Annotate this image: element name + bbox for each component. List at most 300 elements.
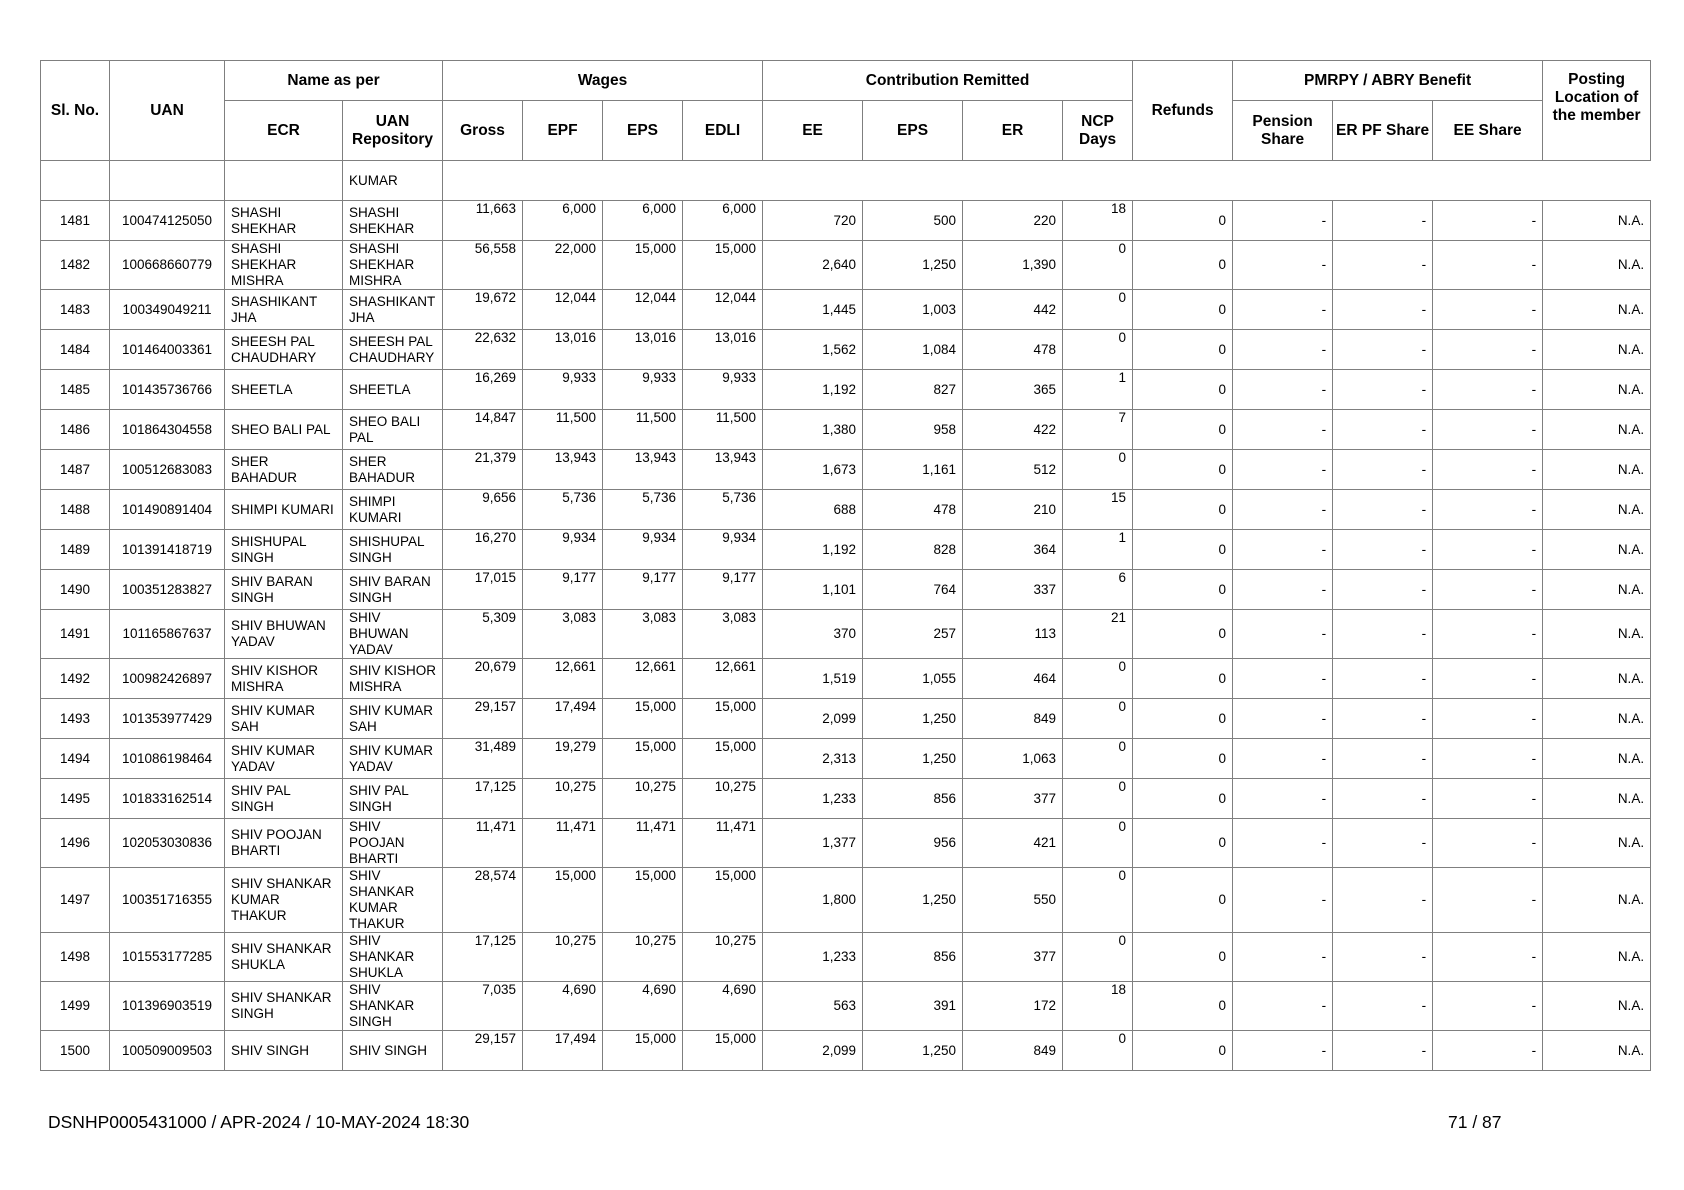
cell-wages-edli: 12,044 <box>683 290 763 330</box>
cell-ee-share: - <box>1433 739 1543 779</box>
cell-ee-share: - <box>1433 290 1543 330</box>
cell-pension-share: - <box>1233 739 1333 779</box>
cell-contribution-er: 1,390 <box>963 241 1063 290</box>
cell-name-ecr: SHIV KUMAR SAH <box>225 699 343 739</box>
cell-uan: 100509009503 <box>110 1031 225 1071</box>
cell-contribution-er: 478 <box>963 330 1063 370</box>
cell-name-uan-repository: SHIV KISHOR MISHRA <box>343 659 443 699</box>
cell-posting-location: N.A. <box>1543 201 1651 241</box>
cell-posting-location: N.A. <box>1543 450 1651 490</box>
cell-sl-no: 1483 <box>41 290 110 330</box>
cell-wages-eps: 13,943 <box>603 450 683 490</box>
cell-ee-share: - <box>1433 530 1543 570</box>
cell-er-pf-share: - <box>1333 779 1433 819</box>
header-row-sub <box>41 101 1651 161</box>
cell-ncp-days: 0 <box>1063 739 1133 779</box>
cell-name-ecr: SHIV SHANKAR KUMAR THAKUR <box>225 868 343 933</box>
cell-wages-eps: 12,044 <box>603 290 683 330</box>
cell-wages-gross: 31,489 <box>443 739 523 779</box>
cell-pension-share: - <box>1233 1031 1333 1071</box>
cell-er-pf-share: - <box>1333 370 1433 410</box>
cell-refunds: 0 <box>1133 1031 1233 1071</box>
cell-name-uan-repository: SHIV POOJAN BHARTI <box>343 819 443 868</box>
header-pension-share: Pension Share <box>1233 101 1333 161</box>
table-row <box>41 739 1651 779</box>
cell-refunds: 0 <box>1133 370 1233 410</box>
header-eps: EPS <box>603 101 683 161</box>
cell-er-pf-share: - <box>1333 699 1433 739</box>
cell-ee-share: - <box>1433 659 1543 699</box>
cell-uan: 100512683083 <box>110 450 225 490</box>
cell-contribution-eps: 958 <box>863 410 963 450</box>
cell-posting-location: N.A. <box>1543 933 1651 982</box>
cell-wages-eps: 11,500 <box>603 410 683 450</box>
table-row <box>41 201 1651 241</box>
cell-contribution-er: 377 <box>963 779 1063 819</box>
cell-contribution-ee: 2,099 <box>763 699 863 739</box>
cell-name-ecr: SHIV BHUWAN YADAV <box>225 610 343 659</box>
cell-posting-location: N.A. <box>1543 819 1651 868</box>
table-row <box>41 410 1651 450</box>
cell-wages-edli: 3,083 <box>683 610 763 659</box>
cell-name-ecr: SHASHI SHEKHAR MISHRA <box>225 241 343 290</box>
cell-ncp-days: 0 <box>1063 1031 1133 1071</box>
cell-posting-location: N.A. <box>1543 490 1651 530</box>
cell-uan: 101435736766 <box>110 370 225 410</box>
header-gross: Gross <box>443 101 523 161</box>
cell-name-ecr: SHER BAHADUR <box>225 450 343 490</box>
cell-refunds: 0 <box>1133 699 1233 739</box>
cell-sl-no: 1492 <box>41 659 110 699</box>
cell-sl-no: 1494 <box>41 739 110 779</box>
cell-contribution-er: 422 <box>963 410 1063 450</box>
cell-uan: 102053030836 <box>110 819 225 868</box>
cell-name-ecr: SHASHIKANT JHA <box>225 290 343 330</box>
cell-er-pf-share: - <box>1333 819 1433 868</box>
cell-name-ecr: SHIMPI KUMARI <box>225 490 343 530</box>
cell-er-pf-share: - <box>1333 933 1433 982</box>
cell-wages-epf: 15,000 <box>523 868 603 933</box>
cell-wages-epf: 13,943 <box>523 450 603 490</box>
cell-uan: 101833162514 <box>110 779 225 819</box>
cell-pension-share: - <box>1233 819 1333 868</box>
cell-ee-share: - <box>1433 570 1543 610</box>
cell-contribution-er: 849 <box>963 1031 1063 1071</box>
cell-refunds: 0 <box>1133 739 1233 779</box>
cell-wages-epf: 4,690 <box>523 982 603 1031</box>
cell-wages-epf: 11,471 <box>523 819 603 868</box>
table-row <box>41 933 1651 982</box>
cell-sl-no: 1490 <box>41 570 110 610</box>
table-row <box>41 699 1651 739</box>
cell-contribution-eps: 1,084 <box>863 330 963 370</box>
cell-wages-edli: 11,471 <box>683 819 763 868</box>
cell-contribution-ee: 1,673 <box>763 450 863 490</box>
continuation-blank <box>110 161 225 201</box>
cell-ncp-days: 0 <box>1063 933 1133 982</box>
cell-wages-epf: 5,736 <box>523 490 603 530</box>
cell-contribution-eps: 856 <box>863 933 963 982</box>
cell-sl-no: 1487 <box>41 450 110 490</box>
cell-wages-gross: 14,847 <box>443 410 523 450</box>
cell-contribution-eps: 1,055 <box>863 659 963 699</box>
cell-ncp-days: 0 <box>1063 330 1133 370</box>
header-pmrpy-abry-benefit: PMRPY / ABRY Benefit <box>1233 61 1543 101</box>
table-row <box>41 982 1651 1031</box>
cell-wages-edli: 15,000 <box>683 241 763 290</box>
cell-contribution-ee: 1,380 <box>763 410 863 450</box>
cell-uan: 101086198464 <box>110 739 225 779</box>
cell-contribution-ee: 563 <box>763 982 863 1031</box>
cell-wages-edli: 5,736 <box>683 490 763 530</box>
header-ecr: ECR <box>225 101 343 161</box>
cell-ee-share: - <box>1433 330 1543 370</box>
cell-sl-no: 1486 <box>41 410 110 450</box>
cell-refunds: 0 <box>1133 410 1233 450</box>
cell-ncp-days: 0 <box>1063 290 1133 330</box>
cell-contribution-er: 364 <box>963 530 1063 570</box>
cell-refunds: 0 <box>1133 779 1233 819</box>
page-number: 71 / 87 <box>1448 1112 1502 1132</box>
cell-name-uan-repository: SHASHIKANT JHA <box>343 290 443 330</box>
cell-wages-eps: 10,275 <box>603 933 683 982</box>
cell-contribution-ee: 1,800 <box>763 868 863 933</box>
cell-contribution-ee: 2,099 <box>763 1031 863 1071</box>
cell-ncp-days: 0 <box>1063 868 1133 933</box>
cell-ncp-days: 1 <box>1063 530 1133 570</box>
cell-name-ecr: SHIV BARAN SINGH <box>225 570 343 610</box>
cell-uan: 100474125050 <box>110 201 225 241</box>
cell-contribution-eps: 956 <box>863 819 963 868</box>
header-row-top <box>41 61 1651 101</box>
cell-wages-edli: 6,000 <box>683 201 763 241</box>
cell-wages-edli: 10,275 <box>683 779 763 819</box>
cell-wages-epf: 10,275 <box>523 933 603 982</box>
cell-wages-edli: 9,933 <box>683 370 763 410</box>
continuation-blank <box>443 161 1651 201</box>
cell-refunds: 0 <box>1133 868 1233 933</box>
cell-pension-share: - <box>1233 659 1333 699</box>
cell-sl-no: 1493 <box>41 699 110 739</box>
cell-sl-no: 1484 <box>41 330 110 370</box>
cell-wages-gross: 19,672 <box>443 290 523 330</box>
cell-ncp-days: 0 <box>1063 241 1133 290</box>
cell-ncp-days: 0 <box>1063 779 1133 819</box>
header-ncp-days: NCP Days <box>1063 101 1133 161</box>
cell-ee-share: - <box>1433 490 1543 530</box>
cell-wages-gross: 17,125 <box>443 779 523 819</box>
cell-ncp-days: 15 <box>1063 490 1133 530</box>
cell-pension-share: - <box>1233 330 1333 370</box>
cell-name-ecr: SHEO BALI PAL <box>225 410 343 450</box>
cell-ncp-days: 18 <box>1063 982 1133 1031</box>
cell-wages-epf: 19,279 <box>523 739 603 779</box>
cell-wages-edli: 13,943 <box>683 450 763 490</box>
cell-er-pf-share: - <box>1333 330 1433 370</box>
cell-uan: 101165867637 <box>110 610 225 659</box>
table-body <box>41 161 1651 1071</box>
header-ee: EE <box>763 101 863 161</box>
cell-posting-location: N.A. <box>1543 739 1651 779</box>
cell-contribution-er: 113 <box>963 610 1063 659</box>
cell-contribution-eps: 1,250 <box>863 241 963 290</box>
header-er: ER <box>963 101 1063 161</box>
cell-contribution-ee: 1,377 <box>763 819 863 868</box>
cell-er-pf-share: - <box>1333 982 1433 1031</box>
table-row <box>41 659 1651 699</box>
cell-name-uan-repository: SHIV BARAN SINGH <box>343 570 443 610</box>
cell-contribution-ee: 1,233 <box>763 779 863 819</box>
table-row <box>41 290 1651 330</box>
table-row <box>41 779 1651 819</box>
cell-uan: 101490891404 <box>110 490 225 530</box>
cell-wages-epf: 13,016 <box>523 330 603 370</box>
cell-wages-edli: 12,661 <box>683 659 763 699</box>
cell-name-ecr: SHEETLA <box>225 370 343 410</box>
cell-pension-share: - <box>1233 610 1333 659</box>
table-row <box>41 610 1651 659</box>
cell-posting-location: N.A. <box>1543 659 1651 699</box>
cell-name-ecr: SHIV SINGH <box>225 1031 343 1071</box>
cell-name-uan-repository: SHISHUPAL SINGH <box>343 530 443 570</box>
cell-sl-no: 1488 <box>41 490 110 530</box>
cell-uan: 100351716355 <box>110 868 225 933</box>
cell-wages-eps: 15,000 <box>603 868 683 933</box>
cell-wages-gross: 16,269 <box>443 370 523 410</box>
cell-wages-eps: 15,000 <box>603 241 683 290</box>
cell-contribution-eps: 828 <box>863 530 963 570</box>
cell-pension-share: - <box>1233 982 1333 1031</box>
table-row <box>41 868 1651 933</box>
cell-pension-share: - <box>1233 490 1333 530</box>
cell-wages-epf: 11,500 <box>523 410 603 450</box>
cell-wages-eps: 3,083 <box>603 610 683 659</box>
cell-posting-location: N.A. <box>1543 330 1651 370</box>
cell-wages-eps: 6,000 <box>603 201 683 241</box>
cell-wages-epf: 3,083 <box>523 610 603 659</box>
cell-contribution-ee: 1,101 <box>763 570 863 610</box>
cell-posting-location: N.A. <box>1543 868 1651 933</box>
cell-contribution-er: 365 <box>963 370 1063 410</box>
header-posting-location: Posting Location of the member <box>1543 61 1651 161</box>
cell-ee-share: - <box>1433 370 1543 410</box>
cell-wages-edli: 15,000 <box>683 739 763 779</box>
cell-contribution-ee: 2,640 <box>763 241 863 290</box>
cell-wages-eps: 5,736 <box>603 490 683 530</box>
cell-sl-no: 1491 <box>41 610 110 659</box>
cell-sl-no: 1489 <box>41 530 110 570</box>
cell-wages-edli: 10,275 <box>683 933 763 982</box>
cell-name-uan-repository: SHEO BALI PAL <box>343 410 443 450</box>
cell-name-ecr: SHIV SHANKAR SHUKLA <box>225 933 343 982</box>
cell-wages-epf: 17,494 <box>523 699 603 739</box>
cell-pension-share: - <box>1233 201 1333 241</box>
table-row <box>41 570 1651 610</box>
cell-pension-share: - <box>1233 290 1333 330</box>
cell-refunds: 0 <box>1133 530 1233 570</box>
cell-posting-location: N.A. <box>1543 1031 1651 1071</box>
header-ee-share: EE Share <box>1433 101 1543 161</box>
cell-name-uan-repository: SHIV SHANKAR SHUKLA <box>343 933 443 982</box>
cell-pension-share: - <box>1233 933 1333 982</box>
ecr-contribution-table <box>40 60 1651 1071</box>
header-wages: Wages <box>443 61 763 101</box>
cell-uan: 100351283827 <box>110 570 225 610</box>
cell-wages-eps: 9,177 <box>603 570 683 610</box>
cell-sl-no: 1497 <box>41 868 110 933</box>
cell-name-ecr: SHIV SHANKAR SINGH <box>225 982 343 1031</box>
cell-sl-no: 1498 <box>41 933 110 982</box>
cell-pension-share: - <box>1233 410 1333 450</box>
cell-name-uan-repository: SHIV KUMAR SAH <box>343 699 443 739</box>
cell-refunds: 0 <box>1133 490 1233 530</box>
cell-refunds: 0 <box>1133 570 1233 610</box>
cell-wages-edli: 13,016 <box>683 330 763 370</box>
cell-uan: 100349049211 <box>110 290 225 330</box>
table-row <box>41 370 1651 410</box>
header-sl-no: Sl. No. <box>41 61 110 161</box>
cell-er-pf-share: - <box>1333 659 1433 699</box>
cell-er-pf-share: - <box>1333 570 1433 610</box>
cell-ee-share: - <box>1433 868 1543 933</box>
cell-contribution-eps: 1,161 <box>863 450 963 490</box>
cell-pension-share: - <box>1233 868 1333 933</box>
cell-ncp-days: 18 <box>1063 201 1133 241</box>
cell-contribution-er: 377 <box>963 933 1063 982</box>
cell-ee-share: - <box>1433 819 1543 868</box>
cell-wages-edli: 11,500 <box>683 410 763 450</box>
cell-wages-epf: 9,933 <box>523 370 603 410</box>
table-row <box>41 330 1651 370</box>
cell-contribution-ee: 370 <box>763 610 863 659</box>
cell-er-pf-share: - <box>1333 450 1433 490</box>
cell-ee-share: - <box>1433 779 1543 819</box>
cell-contribution-er: 1,063 <box>963 739 1063 779</box>
cell-pension-share: - <box>1233 370 1333 410</box>
cell-wages-edli: 4,690 <box>683 982 763 1031</box>
cell-ncp-days: 0 <box>1063 819 1133 868</box>
cell-ncp-days: 6 <box>1063 570 1133 610</box>
cell-refunds: 0 <box>1133 201 1233 241</box>
cell-wages-epf: 12,044 <box>523 290 603 330</box>
cell-contribution-ee: 1,192 <box>763 530 863 570</box>
cell-contribution-eps: 1,003 <box>863 290 963 330</box>
cell-pension-share: - <box>1233 699 1333 739</box>
table-row <box>41 450 1651 490</box>
cell-contribution-er: 464 <box>963 659 1063 699</box>
cell-ee-share: - <box>1433 201 1543 241</box>
cell-ncp-days: 7 <box>1063 410 1133 450</box>
cell-er-pf-share: - <box>1333 410 1433 450</box>
cell-uan: 101353977429 <box>110 699 225 739</box>
cell-posting-location: N.A. <box>1543 410 1651 450</box>
cell-wages-eps: 9,933 <box>603 370 683 410</box>
cell-er-pf-share: - <box>1333 530 1433 570</box>
cell-posting-location: N.A. <box>1543 610 1651 659</box>
cell-name-uan-repository: SHIV SHANKAR SINGH <box>343 982 443 1031</box>
cell-contribution-er: 172 <box>963 982 1063 1031</box>
cell-sl-no: 1485 <box>41 370 110 410</box>
cell-wages-edli: 15,000 <box>683 868 763 933</box>
cell-refunds: 0 <box>1133 659 1233 699</box>
table-row <box>41 490 1651 530</box>
cell-wages-eps: 9,934 <box>603 530 683 570</box>
cell-ee-share: - <box>1433 699 1543 739</box>
cell-wages-gross: 11,471 <box>443 819 523 868</box>
header-name-as-per: Name as per <box>225 61 443 101</box>
cell-wages-epf: 22,000 <box>523 241 603 290</box>
table-row <box>41 530 1651 570</box>
cell-contribution-er: 512 <box>963 450 1063 490</box>
cell-contribution-er: 220 <box>963 201 1063 241</box>
cell-ee-share: - <box>1433 610 1543 659</box>
continuation-blank <box>225 161 343 201</box>
cell-er-pf-share: - <box>1333 610 1433 659</box>
cell-name-uan-repository: SHEETLA <box>343 370 443 410</box>
cell-pension-share: - <box>1233 530 1333 570</box>
cell-er-pf-share: - <box>1333 290 1433 330</box>
cell-wages-eps: 12,661 <box>603 659 683 699</box>
cell-wages-gross: 17,015 <box>443 570 523 610</box>
cell-refunds: 0 <box>1133 982 1233 1031</box>
cell-contribution-ee: 1,519 <box>763 659 863 699</box>
cell-posting-location: N.A. <box>1543 779 1651 819</box>
cell-refunds: 0 <box>1133 933 1233 982</box>
cell-ee-share: - <box>1433 982 1543 1031</box>
continuation-uan-name: KUMAR <box>343 161 443 201</box>
cell-ncp-days: 0 <box>1063 450 1133 490</box>
cell-name-uan-repository: SHEESH PAL CHAUDHARY <box>343 330 443 370</box>
cell-wages-gross: 21,379 <box>443 450 523 490</box>
cell-sl-no: 1481 <box>41 201 110 241</box>
cell-posting-location: N.A. <box>1543 699 1651 739</box>
document-reference: DSNHP0005431000 / APR-2024 / 10-MAY-2024 18:30 <box>48 1112 470 1132</box>
header-uan: UAN <box>110 61 225 161</box>
cell-ncp-days: 1 <box>1063 370 1133 410</box>
cell-refunds: 0 <box>1133 610 1233 659</box>
cell-contribution-eps: 257 <box>863 610 963 659</box>
cell-name-ecr: SHIV KUMAR YADAV <box>225 739 343 779</box>
cell-contribution-eps: 1,250 <box>863 868 963 933</box>
cell-contribution-er: 337 <box>963 570 1063 610</box>
cell-ee-share: - <box>1433 933 1543 982</box>
cell-pension-share: - <box>1233 779 1333 819</box>
cell-wages-epf: 12,661 <box>523 659 603 699</box>
cell-contribution-eps: 1,250 <box>863 1031 963 1071</box>
cell-contribution-er: 421 <box>963 819 1063 868</box>
cell-name-uan-repository: SHIV BHUWAN YADAV <box>343 610 443 659</box>
cell-ncp-days: 0 <box>1063 699 1133 739</box>
cell-ee-share: - <box>1433 410 1543 450</box>
cell-er-pf-share: - <box>1333 1031 1433 1071</box>
cell-wages-gross: 29,157 <box>443 1031 523 1071</box>
cell-wages-gross: 17,125 <box>443 933 523 982</box>
cell-wages-epf: 6,000 <box>523 201 603 241</box>
cell-contribution-eps: 856 <box>863 779 963 819</box>
cell-ee-share: - <box>1433 450 1543 490</box>
cell-contribution-eps: 827 <box>863 370 963 410</box>
cell-contribution-ee: 2,313 <box>763 739 863 779</box>
table-row <box>41 1031 1651 1071</box>
cell-wages-gross: 29,157 <box>443 699 523 739</box>
header-contribution-remitted: Contribution Remitted <box>763 61 1133 101</box>
cell-ee-share: - <box>1433 1031 1543 1071</box>
cell-wages-gross: 11,663 <box>443 201 523 241</box>
cell-wages-gross: 16,270 <box>443 530 523 570</box>
cell-contribution-er: 210 <box>963 490 1063 530</box>
cell-pension-share: - <box>1233 570 1333 610</box>
cell-contribution-ee: 1,562 <box>763 330 863 370</box>
